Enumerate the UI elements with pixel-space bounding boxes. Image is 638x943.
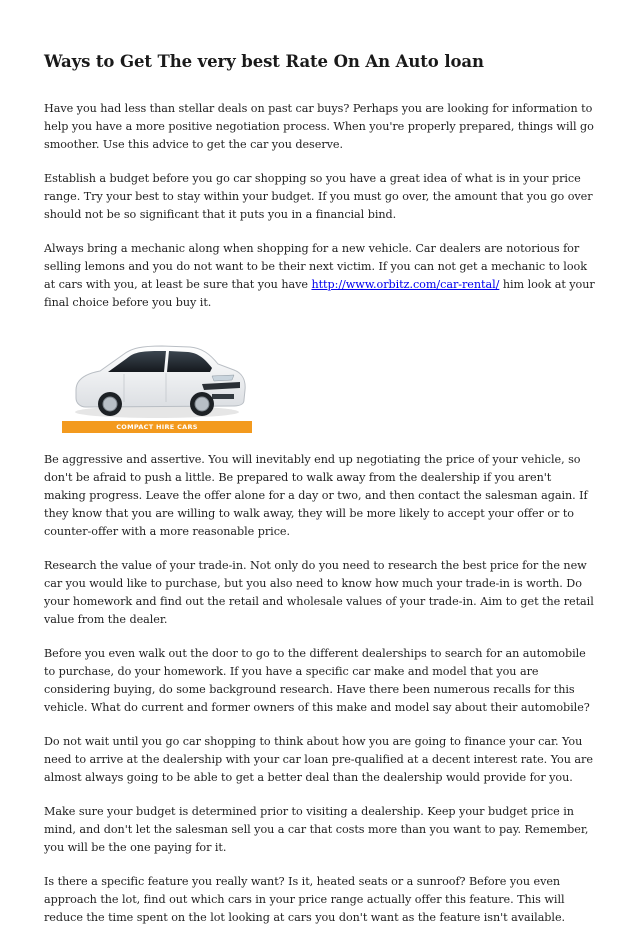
car-illustration [62, 328, 252, 423]
orbitz-car-rental-link[interactable]: http://www.orbitz.com/car-rental/ [311, 278, 500, 291]
paragraph-budget: Establish a budget before you go car shopping so you have a great idea of what is in your price range. Try your best to stay within your budget. If you must go over, the amount that you go over should not be so significant that it puts you in a financial bind. [44, 172, 593, 221]
article [44, 52, 596, 943]
car-image [62, 328, 252, 433]
paragraph-mechanic-text-after: him look at your final choice before you buy it. [44, 278, 595, 309]
article-title: Ways to Get The very best Rate On An Auto loan [44, 52, 484, 71]
paragraph-financing: Do not wait until you go car shopping to think about how you are going to finance your car. You need to arrive at the dealership with your car loan pre-qualified at a decent interest rate. You are almost always going to be able to get a better deal than the dealership would provide for you. [44, 735, 593, 784]
paragraph-homework: Before you even walk out the door to go to the different dealerships to search for an automobile to purchase, do your homework. If you have a specific car make and model that you are considering buying, do some background research. Have there been numerous recalls for this vehicle. What do current and former owners of this make and model say about their automobile? [44, 647, 590, 714]
paragraph-assertive: Be aggressive and assertive. You will inevitably end up negotiating the price of your vehicle, so don't be afraid to push a little. Be prepared to walk away from the dealership if you aren't making progress. Leave the offer alone for a day or two, and then contact the salesman again. If they know that you are willing to walk away, they will be more likely to accept your offer or to counter-offer with a more reasonable price. [44, 453, 588, 538]
paragraph-trade-in: Research the value of your trade-in. Not only do you need to research the best price for the new car you would like to purchase, but you also need to know how much your trade-in is worth. Do your homework and find out the retail and wholesale values of your trade-in. Aim to get the retail value from the dealer. [44, 559, 594, 626]
paragraph-intro: Have you had less than stellar deals on past car buys? Perhaps you are looking for information to help you have a more positive negotiation process. When you're properly prepared, things will go smoother. Use this advice to get the car you deserve. [44, 102, 594, 151]
paragraph-budget-determined: Make sure your budget is determined prior to visiting a dealership. Keep your budget price in mind, and don't let the salesman sell you a car that costs more than you want to pay. Remember, you will be the one paying for it. [44, 805, 589, 854]
paragraph-feature: Is there a specific feature you really want? Is it, heated seats or a sunroof? Before you even approach the lot, find out which cars in your price range actually offer this feature. This will reduce the time spent on the lot looking at cars you don't want as the feature isn't available. [44, 875, 566, 924]
image-banner: COMPACT HIRE CARS [62, 421, 252, 433]
paragraph-mechanic-text-before: Always bring a mechanic along when shopping for a new vehicle. Car dealers are notorious for selling lemons and you do not want to be their next victim. If you can not get a mechanic to look at cars with you, at least be sure that you have [44, 242, 587, 291]
paragraph-mechanic [44, 240, 596, 312]
